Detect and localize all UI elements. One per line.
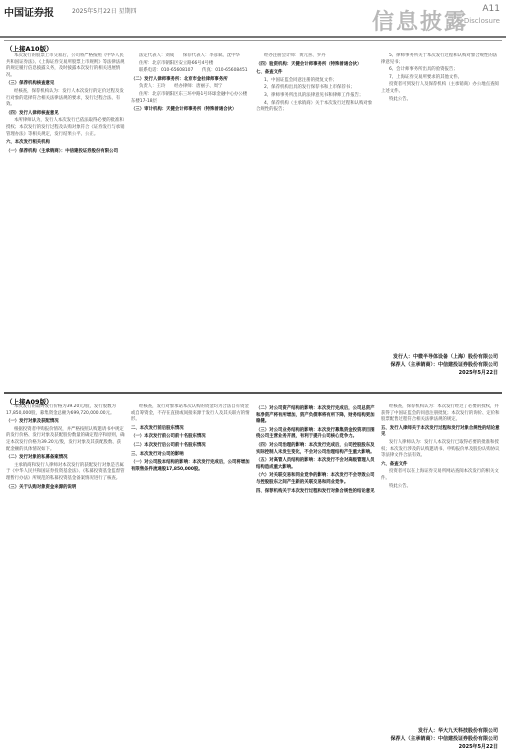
notice-paragraph: 六、本次发行相关机构 [6,140,50,146]
notice-body-columns [4,404,502,720]
notice-paragraph: 3、律师事务所出具的法律意见书和律师工作报告； [264,92,364,98]
notice-body-columns [4,53,502,345]
notice-paragraph: 二、本次发行前后股东情况 [131,425,184,431]
notice-paragraph: 特此公告。 [389,96,411,102]
sponsor-signature: 保荐人（主承销商）：中信建投证券股份有限公司 [390,736,498,742]
issuer-signature: 发行人：华大九天科技股份有限公司 [417,728,498,734]
notice-date: 2025年5月22日 [458,744,498,750]
notice-paragraph: 住所：北京市朝阳区东三环中路1号环球金融中心办公楼东楼17-18层 [131,91,248,104]
notice-paragraph: 法定代表人：刘成 保荐代表人：李彦斌、沈中华 [139,53,240,58]
text-column [6,404,125,720]
text-column [131,53,250,345]
notice-paragraph: 2、保荐机构出具的发行保荐书和上市保荐书； [264,85,355,91]
notice-paragraph: （三）审计机构：天健会计师事务所（特殊普通合伙） [131,107,237,113]
notice-paragraph: 经核查，保荐机构认为：发行人本次发行的定价过程及发行对象的选择符合相关法律法规的要求，发行过程合法、有效。 [6,88,124,108]
signature-block [390,353,498,377]
section-title: 信息披露 [371,10,468,35]
notice-paragraph: （六）对关联交易和同业竞争的影响：本次发行不会导致公司与控股股东之间产生新的关联交易和同业竞争。 [256,473,375,485]
notice-paragraph: 主承销商和发行人律师对本次发行的获配发行对象是否属于《中华人民共和国证券投资基金法》、《私募投资基金监督管理暂行办法》所规范的私募投资基金备案情况进行了核查。 [6,462,125,481]
notice-paragraph: 特此公告。 [389,483,411,489]
notice-paragraph: （一）保荐机构（主承销商）：中信建投证券股份有限公司 [6,148,118,154]
notice-paragraph: （二）对公司资产结构的影响：本次发行完成后，公司总资产和净资产将有所增加，资产负债率将有所下降，财务结构更加稳健。 [256,406,375,425]
text-column [381,404,500,720]
notice-paragraph: （五）对高管人员结构的影响：本次发行不会对高级管理人员结构造成重大影响。 [256,458,375,470]
notice-paragraph: （三）关于认购对象资金来源的说明 [6,484,77,490]
notice-paragraph: 七、备查文件 [256,70,283,76]
notice-continuation-label: （上接A10版） [6,45,53,53]
notice-paragraph: 5、律师事务所关于本次发行过程和认购对象合规性的法律意见书； [381,53,498,65]
notice-paragraph: （一）本次发行前公司前十名股东情况 [131,434,206,440]
notice-paragraph: 联系电话：010-65608107 传真：010-65608451 [139,68,248,74]
notice-paragraph: （四）验资机构：天健会计师事务所（特殊普通合伙） [256,61,362,67]
notice-paragraph: 投资者可到发行人及保荐机构（主承销商）办公地点查阅上述文件。 [381,82,499,94]
text-column [381,53,500,345]
section-subtitle: Disclosure [463,17,500,25]
notice-paragraph: 五、发行人律师关于本次发行过程和发行对象合规性的结论意见 [381,425,500,438]
notice-paragraph: 本次发行的最终发行价格为39.20元/股，发行股数为17,850,000股，募集资金总额为699,720,000.00元。 [6,404,116,416]
notice-paragraph: 负责人：王玲 经办律师：唐丽子、周宁 [139,84,223,90]
text-column [256,53,375,345]
notice-paragraph: 根据投资者申购报价情况，并严格按照认购邀请书中规定的发行价格、发行对象及获配股份数量的确定程序和原则，确定本次发行价格为39.20元/股，发行对象及其获配股数、获配金额的具体情况如下。 [6,426,125,452]
notice-paragraph: 经核查，发行对象承诺本次认购的资金均为合法自有资金或自筹资金，不存在直接或间接来源于发行人及其关联方的情形。 [131,404,250,423]
notice-paragraph: （四）对公司治理的影响：本次发行完成后，公司控股股东及实际控制人未发生变化，不会对公司治理结构产生重大影响。 [256,442,375,455]
text-column [131,404,250,720]
notice-continuation-label: （上接A09版） [6,398,53,406]
notice-paragraph: 经核查，保荐机构认为：本次发行经过了必要的授权，并获得了中国证监会的同意注册批复；本次发行的询价、定价和股票配售过程符合相关法律法规的规定。 [381,404,500,423]
notice-paragraph: 投资者可以在上海证券交易所网站查阅本次发行的相关文件。 [381,469,499,481]
text-column [6,53,125,345]
notice-paragraph: （三）对公司业务结构的影响：本次发行募集资金投资项目围绕公司主营业务开展，有利于提升公司核心竞争力。 [256,427,375,440]
newspaper-logo: 中国证券报 [4,8,54,19]
text-column [256,404,375,720]
notice-paragraph: （一）发行对象及获配情况 [6,419,59,425]
notice-paragraph: 住所：北京市朝阳区安立路66号4号楼 [139,60,214,66]
notice-paragraph: 7、上海证券交易所要求的其他文件。 [389,74,463,80]
notice-paragraph: 6、会计师事务所出具的验资报告； [389,67,458,73]
notice-bottom [4,392,502,750]
notice-paragraph: 4、保荐机构（主承销商）关于本次发行过程和认购对象合规性的报告； [256,100,373,113]
notice-paragraph: 本次发行的股票上市交易后，公司将严格按照《中华人民共和国证券法》、《上海证券交易所股票上市规则》等法律法规的规定履行信息披露义务，及时披露本次发行的相关进展情况。 [6,53,125,78]
notice-paragraph: （一）对公司股本结构的影响：本次发行完成后，公司将增加有限售条件流通股17,850,000股。 [131,460,250,472]
notice-paragraph: 四、保荐机构关于本次发行过程和发行对象合规性的结论意见 [256,488,375,494]
notice-paragraph: 三、本次发行对公司的影响 [131,451,184,457]
page-number: A11 [482,4,500,14]
notice-paragraph: 1、中国证监会同意注册的批复文件； [264,77,338,83]
issuer-signature: 发行人：中微半导体设备（上海）股份有限公司 [392,354,498,360]
notice-paragraph: 本所律师认为，发行人本次发行已依法取得必要的批准和授权；本次发行的发行过程及认购对象符合《证券发行与承销管理办法》等相关规定，发行结果公平、公正。 [6,118,125,137]
notice-paragraph: （二）发行对象的私募备案情况 [6,455,68,461]
notice-paragraph: 发行人律师认为：发行人本次发行已取得必要的批准和授权；本次发行涉及的认购邀请书、申购报价单及股份认购协议等法律文件合法有效。 [381,439,500,459]
masthead [0,0,506,38]
notice-paragraph: （四）发行人律师核查意见 [6,110,59,116]
notice-date: 2025年5月22日 [458,370,498,376]
notice-paragraph: （二）本次发行后公司前十名股东情况 [131,442,206,448]
signature-block [390,727,498,751]
notice-paragraph: （三）保荐机构核查意见 [6,81,55,87]
notice-paragraph: （二）发行人律师事务所：北京市金杜律师事务所 [131,76,228,82]
notice-paragraph: 经办注册会计师：黄元喜、罗丹 [264,53,326,58]
notice-top [4,40,502,386]
sponsor-signature: 保荐人（主承销商）：中信建投证券股份有限公司 [390,362,498,368]
issue-date: 2025年5月22日 星期四 [72,8,137,15]
notice-paragraph: 六、备查文件 [381,461,408,467]
